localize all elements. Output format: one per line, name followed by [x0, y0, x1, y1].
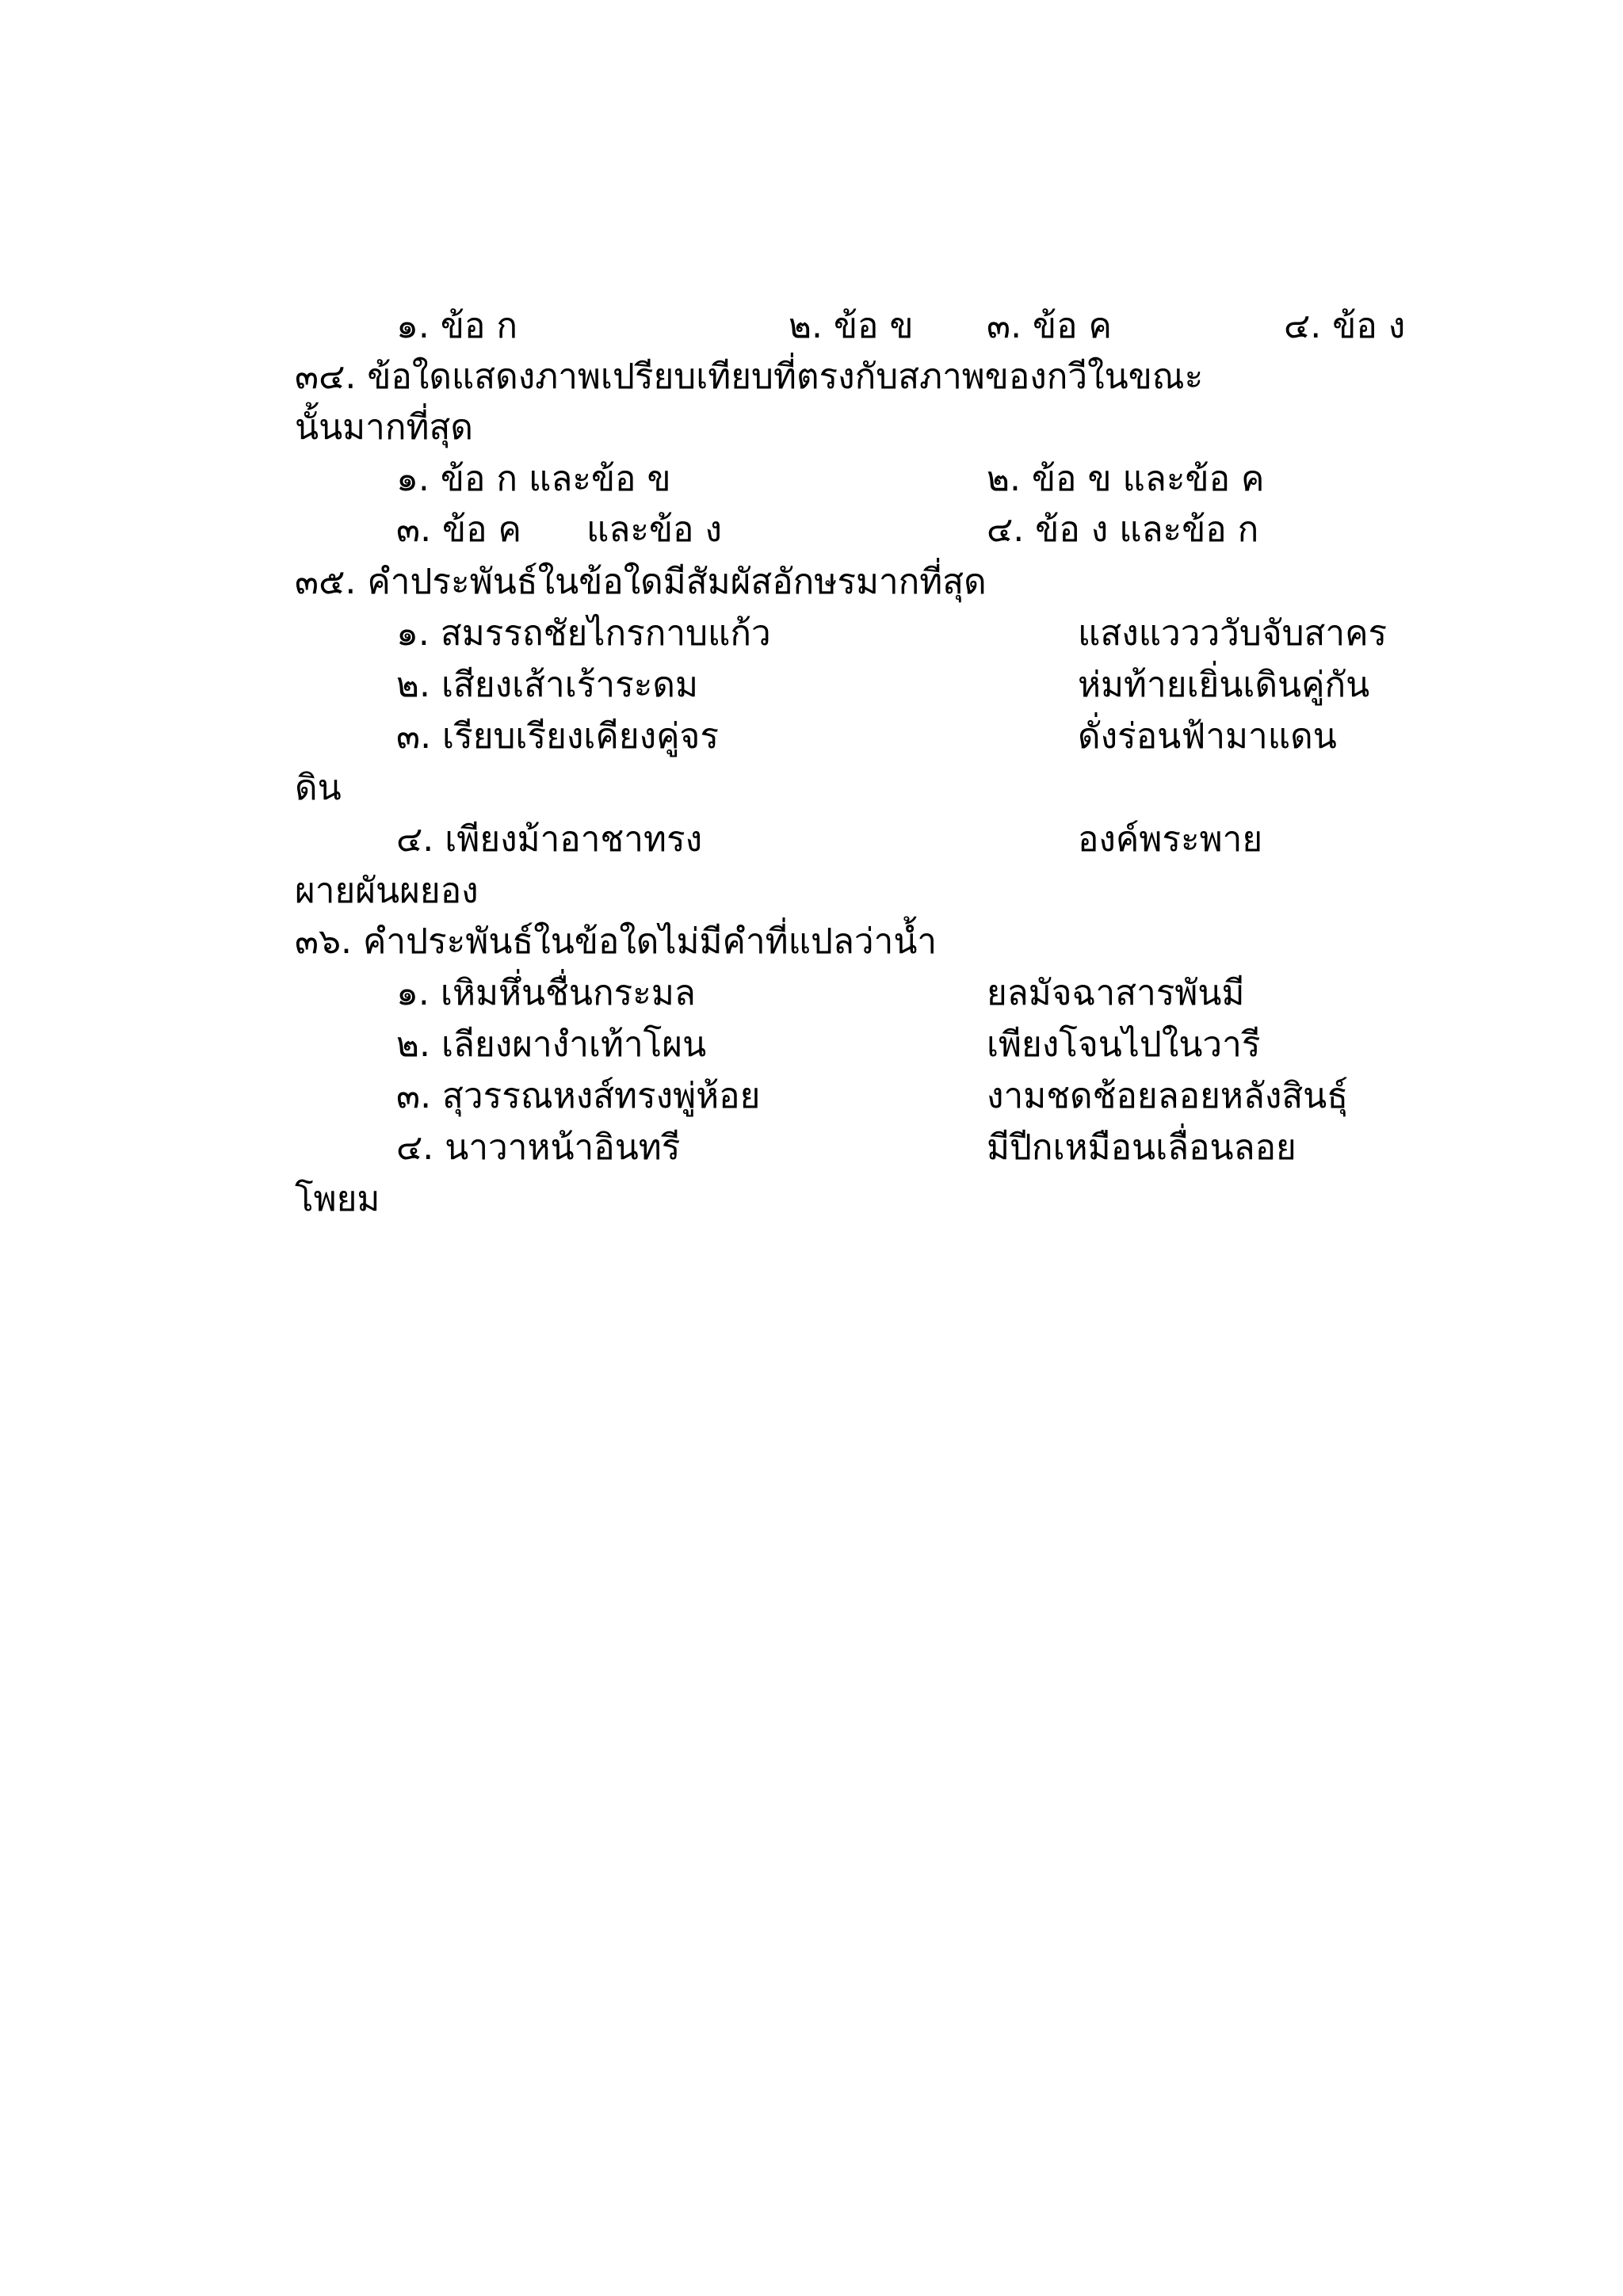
q34-option-3-continued: และข้อ ง: [586, 509, 722, 550]
q35-option-4-first-verse: ๔. เพียงม้าอาชาทรง: [396, 819, 703, 860]
q34-option-4: ๔. ข้อ ง และข้อ ก: [987, 509, 1259, 550]
q34-question-wrap: นั้นมากที่สุด: [295, 407, 473, 448]
q35-option-3-second-verse: ดั่งร่อนฟ้ามาแดน: [1078, 716, 1337, 757]
q34-option-3: ๓. ข้อ ค: [396, 509, 521, 550]
q35-question: ๓๕. คำประพันธ์ในข้อใดมีสัมผัสอักษรมากที่สุด: [295, 562, 987, 602]
q35-option-2-second-verse: ห่มท้ายเยิ่นเดินคู่กัน: [1078, 665, 1370, 705]
q36-option-2-second-verse: เพียงโจนไปในวารี: [987, 1024, 1261, 1065]
q34-question: ๓๔. ข้อใดแสดงภาพเปรียบเทียบที่ตรงกับสภาพของกวีในขณะ: [295, 357, 1204, 397]
q35-option-1-second-verse: แสงแววววับจับสาคร: [1078, 613, 1388, 654]
q34-option-1: ๑. ข้อ ก และข้อ ข: [396, 459, 671, 499]
q36-option-4-second-verse: มีปีกเหมือนเลื่อนลอย: [987, 1127, 1296, 1168]
q35-option-3-first-verse: ๓. เรียบเรียงเคียงคู่จร: [396, 716, 719, 757]
q36-option-3-first-verse: ๓. สุวรรณหงส์ทรงพู่ห้อย: [396, 1076, 761, 1116]
q35-option-1-first-verse: ๑. สมรรถชัยไกรกาบแก้ว: [396, 613, 771, 654]
q36-option-3-second-verse: งามชดช้อยลอยหลังสินธุ์: [987, 1076, 1349, 1116]
q36-option-4-wrap: โพยม: [295, 1179, 380, 1219]
q36-option-1-first-verse: ๑. เหิมหึ่นชื่นกระมล: [396, 973, 696, 1013]
q33-option-3: ๓. ข้อ ค: [987, 306, 1112, 346]
q33-option-1: ๑. ข้อ ก: [396, 306, 518, 346]
q35-option-3-wrap: ดิน: [295, 768, 342, 808]
q35-option-2-first-verse: ๒. เสียงเส้าเร้าระดม: [396, 665, 698, 705]
q35-option-4-wrap: ผายผันผยอง: [295, 871, 479, 911]
q35-option-4-second-verse: องค์พระพาย: [1078, 819, 1263, 860]
q36-option-4-first-verse: ๔. นาวาหน้าอินทรี: [396, 1127, 681, 1168]
q36-question: ๓๖. คำประพันธ์ในข้อใดไม่มีคำที่แปลว่าน้ำ: [295, 921, 938, 962]
q34-option-2: ๒. ข้อ ข และข้อ ค: [987, 459, 1265, 499]
q36-option-2-first-verse: ๒. เลียงผางำเท้าโผน: [396, 1024, 707, 1065]
q33-option-4: ๔. ข้อ ง: [1284, 306, 1406, 346]
q36-option-1-second-verse: ยลมัจฉาสารพันมี: [987, 973, 1245, 1013]
q33-option-2: ๒. ข้อ ข: [789, 306, 914, 346]
